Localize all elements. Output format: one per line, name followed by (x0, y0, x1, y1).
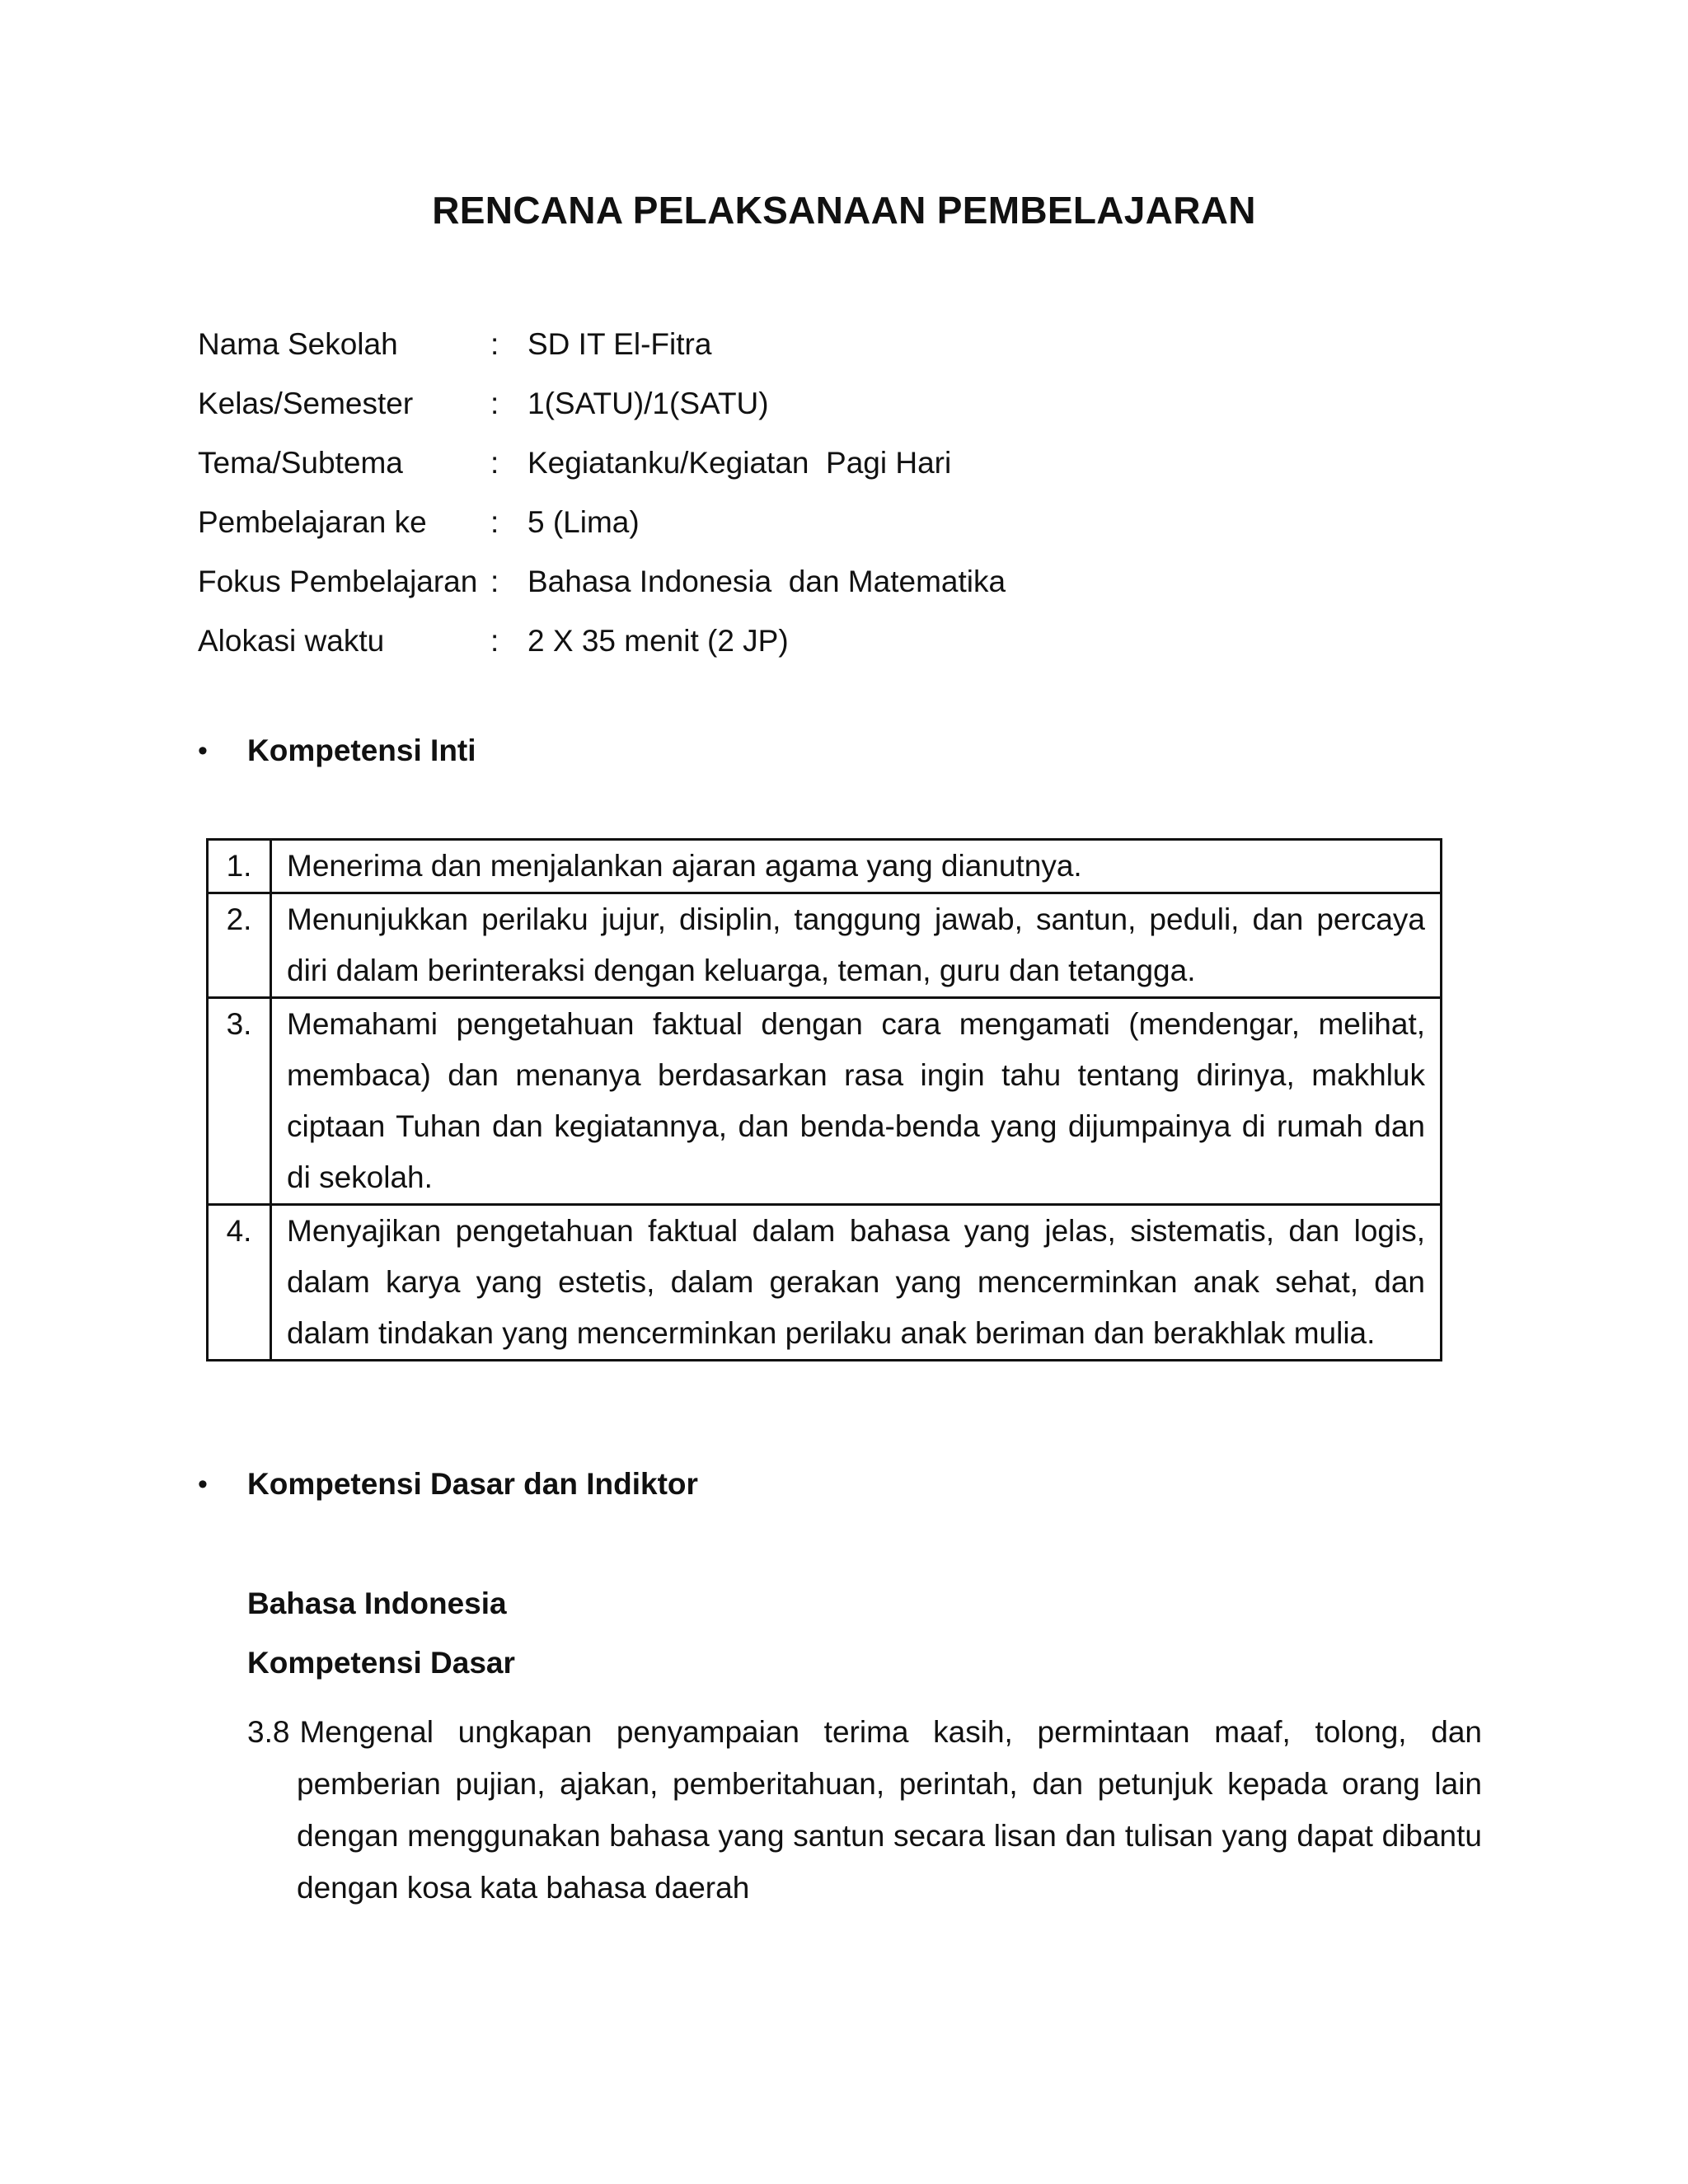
table-row (208, 1205, 1442, 1361)
identity-label: Nama Sekolah (198, 327, 398, 361)
item-number: 3.8 (247, 1715, 290, 1749)
bullet-icon: • (198, 734, 208, 766)
row-text: Menunjukkan perilaku jujur, disiplin, tanggung jawab, santun, peduli, dan percaya diri dalam berinteraksi dengan keluarga, teman, guru dan tetangga. (271, 893, 1442, 998)
identity-colon: : (490, 327, 499, 361)
row-number: 2. (208, 893, 271, 998)
kompetensi-dasar-item (247, 1706, 1482, 1914)
table-row (208, 840, 1442, 893)
table-row (208, 998, 1442, 1205)
identity-label: Kelas/Semester (198, 387, 414, 420)
row-number: 1. (208, 840, 271, 893)
identity-row-time (198, 616, 1006, 676)
identity-value: Kegiatanku/Kegiatan Pagi Hari (528, 446, 952, 480)
kompetensi-inti-table (206, 838, 1442, 1361)
identity-label: Pembelajaran ke (198, 505, 427, 539)
identity-row-class (198, 379, 1006, 438)
identity-row-focus (198, 557, 1006, 616)
subject-heading: Bahasa Indonesia (247, 1586, 507, 1620)
section-heading-label: Kompetensi Inti (247, 733, 476, 767)
identity-value: 1(SATU)/1(SATU) (528, 387, 769, 420)
identity-row-school (198, 320, 1006, 379)
bullet-icon: • (198, 1468, 208, 1500)
row-number: 4. (208, 1205, 271, 1361)
row-number: 3. (208, 998, 271, 1205)
identity-colon: : (490, 387, 499, 420)
row-text: Menerima dan menjalankan ajaran agama yang dianutnya. (271, 840, 1442, 893)
identity-colon: : (490, 565, 499, 598)
identity-value: 2 X 35 menit (2 JP) (528, 624, 789, 658)
document-title: RENCANA PELAKSANAAN PEMBELAJARAN (432, 189, 1256, 232)
section-heading-label: Kompetensi Dasar dan Indiktor (247, 1467, 698, 1501)
row-text: Menyajikan pengetahuan faktual dalam bahasa yang jelas, sistematis, dan logis, dalam karya yang estetis, dalam gerakan yang mencerminkan anak sehat, dan dalam tindakan yang mencerminkan perilaku anak beriman dan berakhlak mulia. (271, 1205, 1442, 1361)
table-row (208, 893, 1442, 998)
identity-colon: : (490, 505, 499, 539)
kompetensi-inti-heading (198, 733, 476, 768)
identity-row-theme (198, 438, 1006, 498)
identity-label: Tema/Subtema (198, 446, 403, 480)
kompetensi-dasar-heading (198, 1467, 698, 1502)
kompetensi-dasar-subheading: Kompetensi Dasar (247, 1646, 515, 1680)
row-text: Memahami pengetahuan faktual dengan cara mengamati (mendengar, melihat, membaca) dan menanya berdasarkan rasa ingin tahu tentang dirinya, makhluk ciptaan Tuhan dan kegiatannya, dan benda-benda yang dijumpainya di rumah dan di sekolah. (271, 998, 1442, 1205)
item-text: Mengenal ungkapan penyampaian terima kasih, permintaan maaf, tolong, dan pemberian pujian, ajakan, pemberitahuan, perintah, dan petunjuk kepada orang lain dengan menggunakan bahasa yang santun secara lisan dan tulisan yang dapat dibantu dengan kosa kata bahasa daerah (297, 1715, 1482, 1905)
identity-label: Alokasi waktu (198, 624, 385, 658)
identity-colon: : (490, 624, 499, 658)
identity-label: Fokus Pembelajaran (198, 565, 478, 598)
identity-value: SD IT El-Fitra (528, 327, 712, 361)
identity-block (198, 320, 1006, 676)
identity-value: Bahasa Indonesia dan Matematika (528, 565, 1006, 598)
identity-row-lesson (198, 498, 1006, 557)
identity-value: 5 (Lima) (528, 505, 640, 539)
identity-colon: : (490, 446, 499, 480)
